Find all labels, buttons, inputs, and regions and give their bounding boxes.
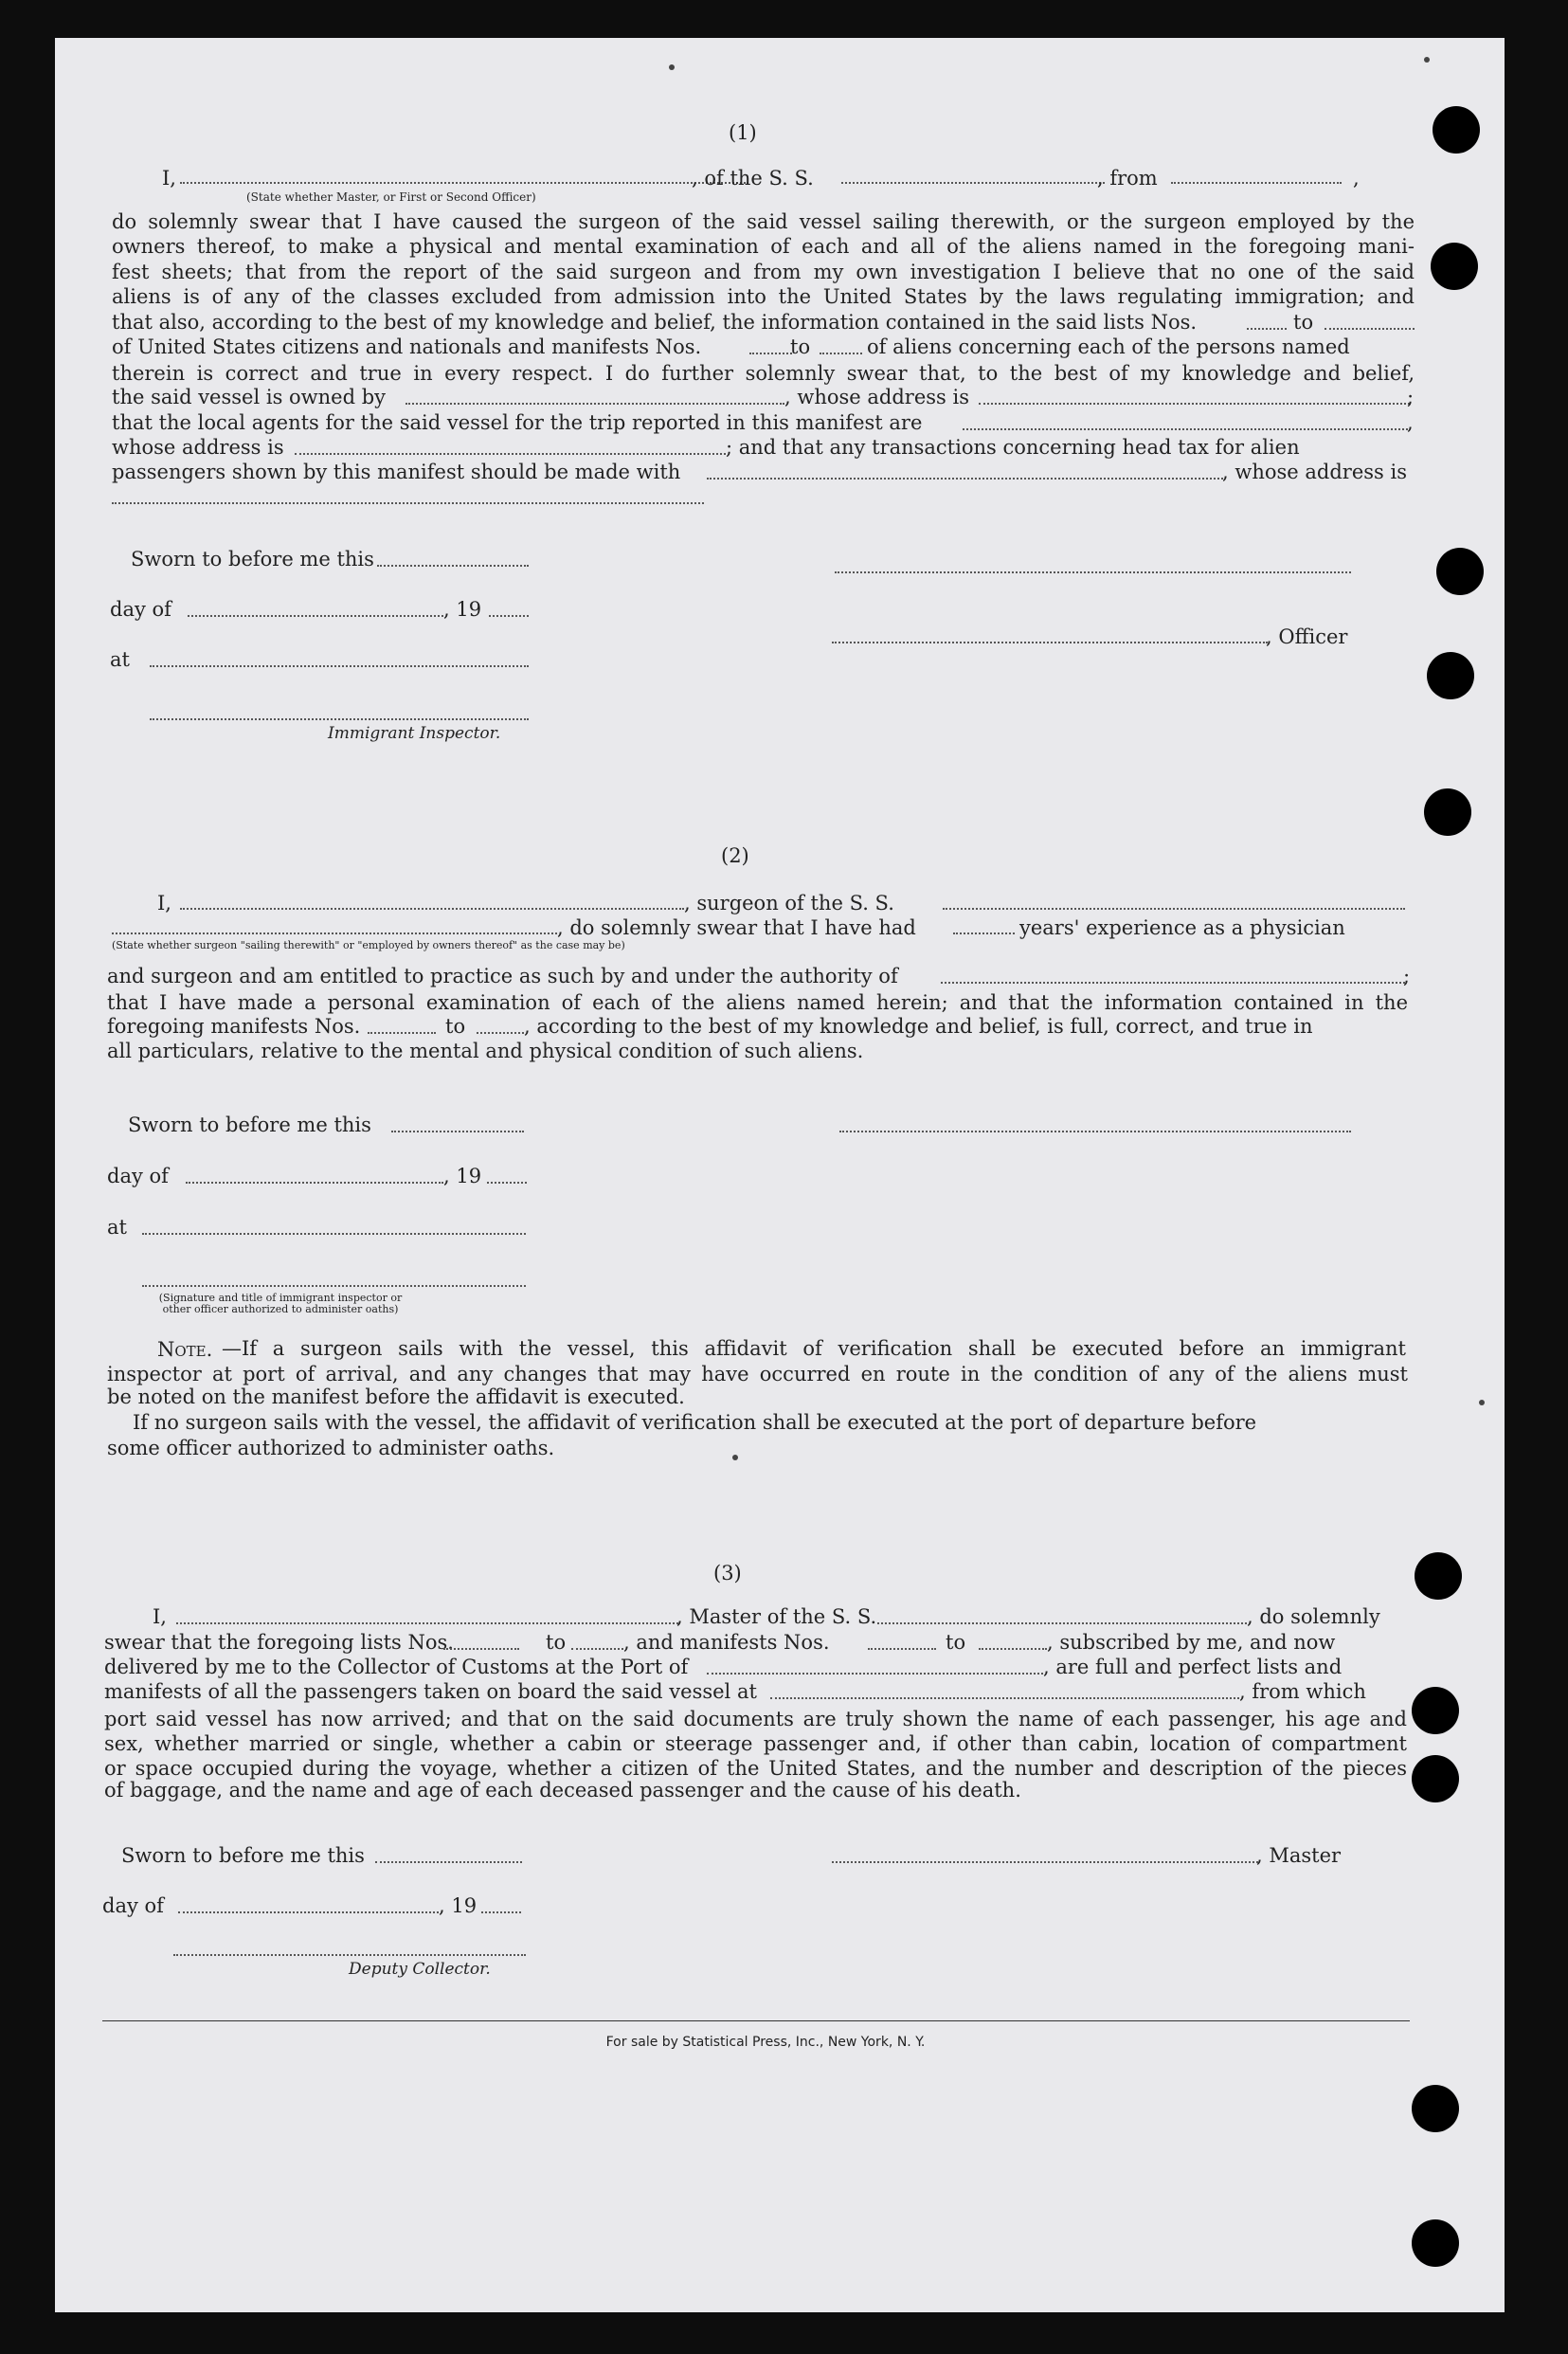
s2-line-3-end: , according to the best of my knowledge and belief, is full, correct, and true in bbox=[524, 1015, 1313, 1038]
s1-owner-address-blank[interactable] bbox=[979, 403, 1410, 405]
binder-hole bbox=[1427, 652, 1474, 699]
s1-sworn-day-blank[interactable] bbox=[377, 565, 529, 567]
s1-officer-rank-blank[interactable] bbox=[180, 182, 748, 184]
s3-name-blank[interactable] bbox=[176, 1622, 678, 1624]
s1-year-blank[interactable] bbox=[489, 615, 529, 617]
s2-note-line-5: some officer authorized to administer oaths. bbox=[107, 1437, 555, 1459]
s1-from-port-blank[interactable] bbox=[1171, 182, 1342, 184]
s2-line-3-to: to bbox=[445, 1015, 466, 1038]
s3-year-blank[interactable] bbox=[481, 1911, 521, 1913]
s3-line-1: port said vessel has now arrived; and that on the said documents are truly shown the name of each passenger, his age and bbox=[104, 1708, 1407, 1730]
s1-line-9-comma: , bbox=[1407, 411, 1414, 434]
s1-signature-line[interactable] bbox=[835, 571, 1351, 573]
s1-line-6: of United States citizens and nationals and manifests Nos. bbox=[112, 335, 702, 358]
s3-master-signature-line[interactable] bbox=[832, 1861, 1258, 1863]
s3-port-blank[interactable] bbox=[707, 1673, 1043, 1675]
s1-officer-label: , Officer bbox=[1266, 625, 1348, 648]
s1-agents-address-blank[interactable] bbox=[295, 453, 726, 455]
s1-owner-blank[interactable] bbox=[406, 403, 784, 405]
s1-month-blank[interactable] bbox=[188, 615, 443, 617]
s1-line-8: the said vessel is owned by bbox=[112, 386, 387, 408]
s3-vessel-blank[interactable] bbox=[877, 1622, 1247, 1624]
s1-officer-line[interactable] bbox=[832, 642, 1268, 643]
s1-agents-blank[interactable] bbox=[963, 428, 1408, 430]
s1-lists-to-blank[interactable] bbox=[1325, 328, 1415, 330]
s2-inspector-signature-line[interactable] bbox=[142, 1285, 526, 1287]
s1-line-4: aliens is of any of the classes excluded from admission into the United States by the laws regulating immigration; and bbox=[112, 285, 1415, 308]
s1-head-tax-address-blank[interactable] bbox=[112, 502, 704, 504]
paper-speck bbox=[1479, 1400, 1485, 1405]
s1-head-tax-blank[interactable] bbox=[707, 478, 1223, 480]
binder-hole bbox=[1412, 2085, 1459, 2132]
s2-authority-blank[interactable] bbox=[941, 982, 1405, 984]
s3-and-manifests: , and manifests Nos. bbox=[623, 1631, 830, 1654]
s2-years-blank[interactable] bbox=[953, 933, 1015, 934]
s2-year-blank[interactable] bbox=[487, 1182, 527, 1184]
s2-caption: (State whether surgeon "sailing therewith" or "employed by owners thereof" as the case may be) bbox=[112, 939, 625, 951]
s1-vessel-name-blank[interactable] bbox=[841, 182, 1105, 184]
s3-master-of-label: , Master of the S. S. bbox=[676, 1605, 877, 1628]
s1-line-1: do solemnly swear that I have caused the surgeon of the said vessel sailing therewith, or the surgeon employed by the bbox=[112, 210, 1415, 233]
s3-deputy-collector-caption: Deputy Collector. bbox=[349, 1960, 491, 1979]
s1-line-8-semicolon: ; bbox=[1407, 386, 1415, 408]
s1-day-of-label: day of bbox=[110, 598, 171, 621]
s2-note-line-3: be noted on the manifest before the affidavit is executed. bbox=[107, 1385, 685, 1408]
s2-years-label: years' experience as a physician bbox=[1019, 916, 1345, 939]
s2-line-4: all particulars, relative to the mental and physical condition of such aliens. bbox=[107, 1040, 864, 1062]
s1-of-ss-label: , of the S. S. bbox=[692, 167, 814, 190]
s2-day-of-label: day of bbox=[107, 1165, 169, 1187]
s3-i-label: I, bbox=[153, 1605, 167, 1628]
s3-lists-from-blank[interactable] bbox=[443, 1648, 519, 1650]
manifest-affidavit-page bbox=[55, 38, 1505, 2312]
binder-hole bbox=[1415, 1552, 1462, 1600]
s2-note-line-4: If no surgeon sails with the vessel, the affidavit of verification shall be executed at the port of departure before bbox=[133, 1411, 1257, 1434]
s1-lists-from-blank[interactable] bbox=[1247, 328, 1287, 330]
paper-speck bbox=[669, 64, 675, 70]
s2-sig-caption-2: other officer authorized to administer oaths) bbox=[162, 1303, 399, 1315]
s2-line-3: foregoing manifests Nos. bbox=[107, 1015, 361, 1038]
s2-vessel-blank[interactable] bbox=[943, 908, 1405, 910]
s1-line-11: passengers shown by this manifest should be made with bbox=[112, 461, 681, 483]
s3-lists-to: to bbox=[546, 1631, 567, 1654]
s2-sailing-blank[interactable] bbox=[112, 933, 557, 934]
s1-line-6-end: of aliens concerning each of the persons named bbox=[867, 335, 1350, 358]
binder-hole bbox=[1433, 106, 1480, 154]
s3-sworn-day-blank[interactable] bbox=[375, 1861, 522, 1863]
s2-note-label-text: Note. bbox=[157, 1338, 213, 1361]
s2-at-label: at bbox=[107, 1216, 127, 1239]
s2-surgeon-of-label: , surgeon of the S. S. bbox=[684, 892, 894, 914]
footer-publisher: For sale by Statistical Press, Inc., New York, N. Y. bbox=[605, 2035, 926, 2050]
s1-rank-caption: (State whether Master, or First or Second Officer) bbox=[246, 190, 536, 204]
s3-month-blank[interactable] bbox=[178, 1911, 439, 1913]
section-1-number: (1) bbox=[729, 121, 757, 144]
s1-comma: , bbox=[1353, 167, 1360, 190]
s1-line-10: whose address is bbox=[112, 436, 284, 459]
s2-line-1-semicolon: ; bbox=[1403, 965, 1411, 987]
s3-line-3: or space occupied during the voyage, whether a citizen of the United States, and the number and description of the pieces bbox=[104, 1757, 1407, 1780]
s3-full-lists: , are full and perfect lists and bbox=[1043, 1656, 1343, 1678]
s2-note-line-1: —If a surgeon sails with the vessel, this affidavit of verification shall be executed before an immigrant bbox=[222, 1337, 1406, 1360]
binder-hole bbox=[1412, 1687, 1459, 1734]
s3-lists-to-blank[interactable] bbox=[571, 1648, 623, 1650]
s3-year-label: , 19 bbox=[439, 1894, 478, 1917]
s1-line-7: therein is correct and true in every respect. I do further solemnly swear that, to the best of my knowledge and belief, bbox=[112, 362, 1415, 385]
s2-manifests-to-blank[interactable] bbox=[477, 1032, 524, 1034]
section-2-number: (2) bbox=[721, 844, 749, 867]
paper-speck bbox=[732, 1455, 738, 1460]
binder-hole bbox=[1424, 788, 1471, 836]
s1-inspector-caption: Immigrant Inspector. bbox=[328, 724, 501, 743]
s1-line-2: owners thereof, to make a physical and mental examination of each and all of the aliens named in the foregoing mani- bbox=[112, 235, 1415, 258]
s2-month-blank[interactable] bbox=[186, 1182, 443, 1184]
s1-line-11-end: , whose address is bbox=[1222, 461, 1407, 483]
binder-hole bbox=[1412, 1755, 1459, 1802]
binder-hole bbox=[1436, 548, 1484, 595]
s1-line-6-to: to bbox=[790, 335, 811, 358]
s2-do-swear-label: , do solemnly swear that I have had bbox=[557, 916, 916, 939]
footer-rule bbox=[102, 2020, 1410, 2021]
s1-line-10-end: ; and that any transactions concerning head tax for alien bbox=[726, 436, 1300, 459]
s2-line-1: and surgeon and am entitled to practice as such by and under the authority of bbox=[107, 965, 898, 987]
s2-manifests-from-blank[interactable] bbox=[368, 1032, 436, 1034]
s3-collector-signature-line[interactable] bbox=[173, 1954, 526, 1956]
s1-i-label: I, bbox=[162, 167, 176, 190]
s3-line-2: sex, whether married or single, whether a cabin or steerage passenger and, if other than cabin, location of compartment bbox=[104, 1732, 1407, 1755]
s2-at-blank[interactable] bbox=[142, 1233, 526, 1235]
s2-signature-line[interactable] bbox=[839, 1131, 1351, 1132]
s3-line-manifests: manifests of all the passengers taken on board the said vessel at bbox=[104, 1680, 757, 1703]
s2-sig-caption-1: (Signature and title of immigrant inspector or bbox=[158, 1292, 403, 1304]
s2-note-line-2: inspector at port of arrival, and any changes that may have occurred en route in the condition of any of the aliens must bbox=[107, 1363, 1408, 1385]
s2-name-blank[interactable] bbox=[180, 908, 684, 910]
s2-sworn-day-blank[interactable] bbox=[391, 1131, 524, 1132]
s3-sworn-label: Sworn to before me this bbox=[121, 1844, 365, 1867]
s1-manifests-to-blank[interactable] bbox=[820, 353, 862, 354]
section-3-number: (3) bbox=[713, 1562, 742, 1584]
s2-note-label bbox=[157, 1340, 212, 1360]
s3-line-4: of baggage, and the name and age of each deceased passenger and the cause of his death. bbox=[104, 1779, 1021, 1802]
s1-inspector-signature-line[interactable] bbox=[150, 718, 529, 720]
s1-line-9: that the local agents for the said vessel for the trip reported in this manifest are bbox=[112, 411, 923, 434]
s2-i-label: I, bbox=[157, 892, 171, 914]
s3-from-which: , from which bbox=[1239, 1680, 1366, 1703]
s1-line-5-to: to bbox=[1293, 311, 1314, 334]
s2-sworn-label: Sworn to before me this bbox=[128, 1114, 371, 1136]
s3-line-delivered: delivered by me to the Collector of Customs at the Port of bbox=[104, 1656, 689, 1678]
s1-line-5: that also, according to the best of my knowledge and belief, the information contained in the said lists Nos. bbox=[112, 311, 1198, 334]
s1-at-label: at bbox=[110, 648, 130, 671]
s1-line-8-address: , whose address is bbox=[784, 386, 969, 408]
s2-year-label: , 19 bbox=[443, 1165, 482, 1187]
s1-year-label: , 19 bbox=[443, 598, 482, 621]
s3-master-label: , Master bbox=[1256, 1844, 1342, 1867]
s2-line-2: that I have made a personal examination of each of the aliens named herein; and that the information contained in the bbox=[107, 991, 1408, 1014]
s3-departure-port-blank[interactable] bbox=[770, 1697, 1239, 1699]
s1-manifests-from-blank[interactable] bbox=[749, 353, 792, 354]
s1-sworn-label: Sworn to before me this bbox=[131, 548, 374, 570]
s1-at-blank[interactable] bbox=[150, 665, 529, 667]
s3-manifests-from-blank[interactable] bbox=[868, 1648, 936, 1650]
s3-subscribed: , subscribed by me, and now bbox=[1047, 1631, 1336, 1654]
s3-do-solemnly: , do solemnly bbox=[1247, 1605, 1380, 1628]
s3-line-swear: swear that the foregoing lists Nos. bbox=[104, 1631, 454, 1654]
s1-from-label: , from bbox=[1097, 167, 1158, 190]
s3-manifests-to: to bbox=[946, 1631, 966, 1654]
paper-speck bbox=[1424, 57, 1430, 63]
binder-hole bbox=[1431, 243, 1478, 290]
s3-manifests-to-blank[interactable] bbox=[979, 1648, 1047, 1650]
s1-line-3: fest sheets; that from the report of the said surgeon and from my own investigation I believe that no one of the said bbox=[112, 261, 1415, 283]
binder-hole bbox=[1412, 2219, 1459, 2267]
s3-day-of-label: day of bbox=[102, 1894, 164, 1917]
